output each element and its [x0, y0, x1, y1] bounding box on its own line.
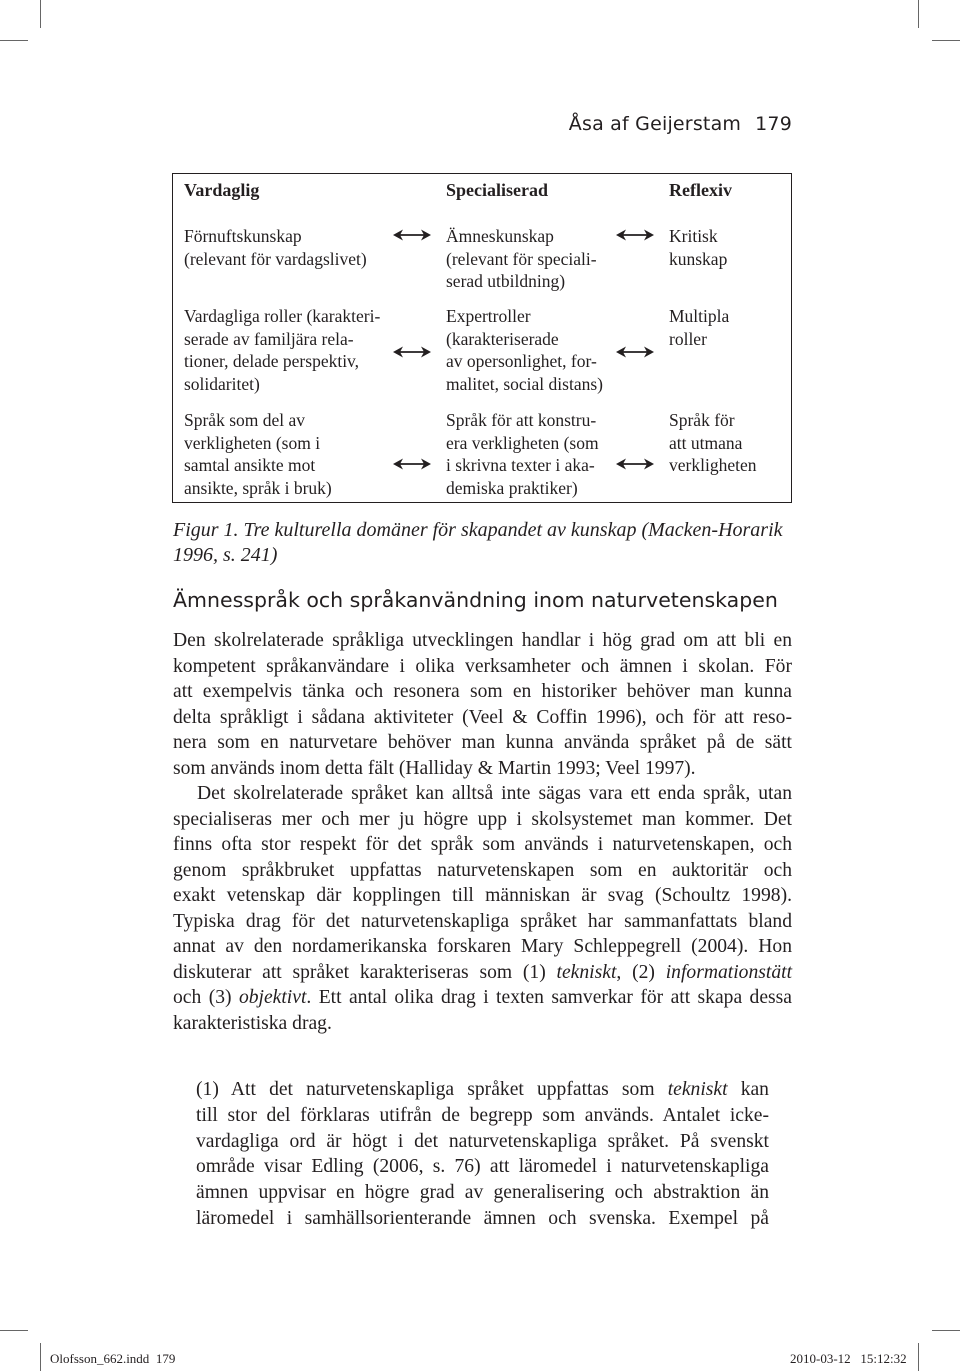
text-line: exakt vetenskap där kopplingen till människan är svag (Schoultz 1998). — [173, 885, 792, 906]
double-arrow-icon — [615, 228, 655, 242]
text-line: finns ofta stor respekt för det språk som används i naturvetenskapen, och — [173, 834, 792, 855]
caption-line: 1996, s. 241) — [173, 544, 278, 566]
text-line: vardagliga ord är högt i det naturvetenskapliga språket. På svenskt — [196, 1130, 769, 1152]
crop-mark — [40, 0, 41, 28]
cell-line: Förnuftskunskap — [184, 226, 302, 246]
footer-time: 15:12:32 — [860, 1351, 907, 1366]
text-line: läromedel i samhällsorienterande ämnen och svenska. Exempel på — [196, 1207, 769, 1229]
cell-line: malitet, social distans) — [446, 373, 603, 394]
cell-line: serad utbildning) — [446, 271, 566, 291]
text-line: Det skolrelaterade språket kan alltså inte sägas vara ett enda språk, utan — [197, 783, 792, 804]
cell-vardaglig-row3 — [184, 409, 332, 499]
cell-line: (karakteriserade — [446, 328, 559, 349]
text-line: genom språkbruket uppfattas naturvetenskapen som en auktoritär och — [173, 859, 792, 881]
emphasis: tekniskt — [667, 1079, 728, 1100]
page-number: 179 — [755, 113, 792, 135]
figure-caption — [173, 518, 793, 568]
crop-mark — [918, 0, 919, 28]
cell-line: av opersonlighet, for- — [446, 351, 597, 371]
running-head — [569, 113, 792, 135]
cell-line: solidaritet) — [184, 373, 260, 394]
cell-line: Vardagliga roller (karakteri- — [184, 306, 381, 326]
cell-line: demiska praktiker) — [446, 477, 578, 498]
text-span: och (3) — [173, 987, 239, 1008]
cell-line: i skrivna texter i aka- — [446, 455, 595, 475]
text-line — [196, 1077, 769, 1103]
text-line: som används inom detta fält (Halliday & Martin 1993; Veel 1997). — [173, 757, 696, 779]
text-line — [173, 985, 792, 1011]
footer-timestamp — [790, 1351, 907, 1367]
cell-line: verkligheten — [669, 455, 757, 475]
paragraph — [173, 781, 792, 1036]
column-header-specialiserad: Specialiserad — [446, 180, 548, 200]
footer-filename: Olofsson_662.indd — [50, 1351, 150, 1366]
crop-mark — [918, 1343, 919, 1371]
double-arrow-icon — [392, 457, 432, 471]
cell-line: (relevant för vardagslivet) — [184, 248, 367, 269]
cell-specialiserad-row1 — [446, 225, 597, 293]
cell-reflexiv-row1 — [669, 225, 727, 270]
text-line: annat av den nordamerikanska forskaren Mary Schleppegrell (2004). Hon — [173, 936, 792, 957]
cell-line: kunskap — [669, 248, 728, 269]
text-line: specialiseras mer och mer ju högre upp i skolsystemet man kommer. Det — [173, 808, 792, 830]
cell-line: Språk för — [669, 410, 735, 430]
crop-mark — [932, 1330, 960, 1331]
numbered-paragraph — [196, 1077, 769, 1232]
crop-mark — [0, 40, 28, 41]
text-line — [173, 960, 792, 986]
cell-line: Kritisk — [669, 226, 718, 246]
cell-specialiserad-row2 — [446, 305, 603, 395]
text-span: diskuterar att språket karakteriseras som (1) — [173, 961, 557, 983]
text-line: ämnen uppvisar en högre grad av generalisering och abstraktion än — [196, 1182, 769, 1204]
text-line: karakteristiska drag. — [173, 1012, 332, 1034]
cell-line: serade av familjära rela- — [184, 328, 354, 349]
cell-line: att utmana — [669, 432, 743, 453]
author-name: Åsa af Geijerstam — [568, 113, 742, 135]
cell-line: ansikte, språk i bruk) — [184, 477, 332, 498]
cell-line: roller — [669, 328, 707, 349]
crop-mark — [0, 1330, 28, 1331]
cell-line: Språk för att konstru- — [446, 410, 597, 430]
text-line: nera som en naturvetare behöver man kunna använda språket på de sätt — [173, 732, 792, 753]
cell-line: Ämneskunskap — [446, 226, 554, 246]
crop-mark — [40, 1343, 41, 1371]
caption-line: Figur 1. Tre kulturella domäner för skapandet av kunskap (Macken-Horarik — [173, 519, 783, 541]
double-arrow-icon — [392, 345, 432, 359]
cell-line: Expertroller — [446, 306, 531, 326]
double-arrow-icon — [615, 345, 655, 359]
double-arrow-icon — [392, 228, 432, 242]
paragraph — [173, 628, 792, 781]
cell-line: tioner, delade perspektiv, — [184, 351, 360, 371]
cell-reflexiv-row3 — [669, 409, 756, 477]
text-span: , (2) — [616, 961, 666, 983]
cell-line: era verkligheten (som — [446, 432, 599, 453]
crop-mark — [932, 40, 960, 41]
emphasis: tekniskt — [556, 961, 617, 983]
footer-date: 2010-03-12 — [790, 1351, 851, 1366]
text-line: Den skolrelaterade språkliga utvecklingen handlar i hög grad om att bli en — [173, 630, 792, 651]
footer-page: 179 — [155, 1351, 176, 1366]
text-line: område visar Edling (2006, s. 76) att läromedel i naturvetenskapliga — [196, 1156, 769, 1178]
text-span: kan — [727, 1079, 769, 1100]
column-header-reflexiv: Reflexiv — [669, 180, 732, 200]
text-line: delta språkligt i sådana aktiviteter (Veel & Coffin 1996), och för att reso- — [173, 706, 792, 728]
emphasis: objektivt — [238, 987, 307, 1008]
text-line: att exempelvis tänka och resonera som en historiker behöver man kunna — [173, 681, 792, 702]
footer-file-info — [50, 1351, 175, 1367]
cell-line: verkligheten (som i — [184, 432, 321, 453]
column-header-vardaglig: Vardaglig — [184, 180, 260, 200]
cell-specialiserad-row3 — [446, 409, 599, 499]
cell-line: Språk som del av — [184, 410, 306, 430]
text-span: . Ett antal olika drag i texten samverkar för att skapa dessa — [306, 987, 793, 1008]
text-line: till stor del förklaras utifrån de begrepp som används. Antalet icke- — [196, 1104, 769, 1126]
cell-line: (relevant för speciali- — [446, 248, 597, 269]
double-arrow-icon — [615, 457, 655, 471]
cell-vardaglig-row1 — [184, 225, 367, 270]
cell-vardaglig-row2 — [184, 305, 380, 395]
emphasis: informationstätt — [665, 961, 793, 983]
section-heading: Ämnesspråk och språkanvändning inom naturvetenskapen — [173, 588, 778, 612]
text-line: kompetent språkanvändare i olika verksamheter och ämnen i skolan. För — [173, 655, 792, 677]
cell-line: samtal ansikte mot — [184, 455, 316, 475]
cell-line: Multipla — [669, 306, 730, 326]
cell-reflexiv-row2 — [669, 305, 729, 350]
text-line: Typiska drag för det naturvetenskapliga språket har sammanfattats bland — [173, 910, 792, 932]
text-span: (1) Att det naturvetenskapliga språket uppfattas som — [196, 1079, 668, 1100]
